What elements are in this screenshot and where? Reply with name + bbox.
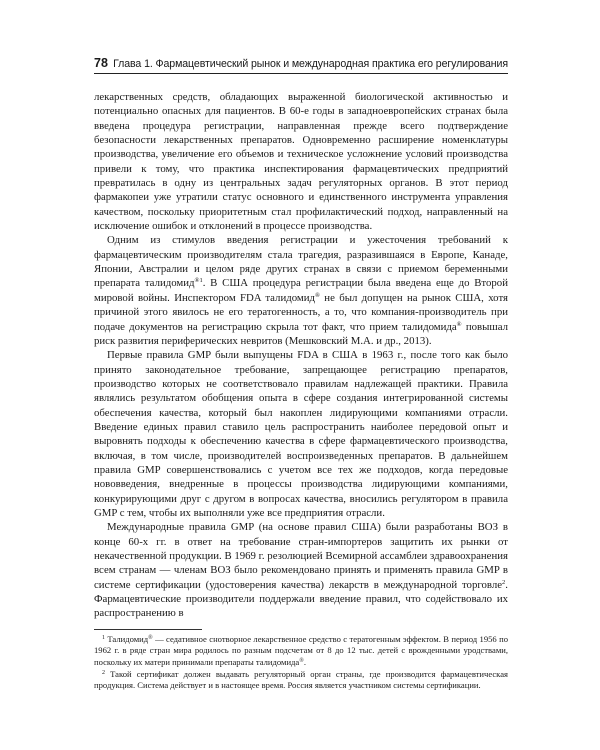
document-page: [94, 56, 508, 692]
registered-mark: ®: [315, 291, 320, 299]
footnote-1-text-c: .: [303, 656, 306, 667]
footnote-2-mark: 2: [102, 669, 105, 676]
paragraph-4: [94, 520, 508, 620]
paragraph-4-text-b: . Фармацевтические производители поддержали введение правил, что содействовало их распространению в: [94, 578, 508, 620]
registered-mark: ®: [148, 634, 153, 641]
paragraph-1: лекарственных средств, обладающих выраженной биологической активностью и потенциально опасных для пациентов. В 60-е годы в западноевропейских странах была введена процедура регистрации, направленная прежде всего подтверждение безопасности лекарственных препаратов. Одновременно расширение номенклатуры производства, увеличение его объемов и техническое усложнение условий производства привели к тому, что практика инспектирования фармацевтических предприятий превратилась в одну из центральных задач регуляторных органов. В этот период фармакопеи уже утратили статус основного и единственного инструмента управления качеством, поскольку приоритетным стал профилактический подход, направленный на исключение ошибок и отклонений в процессе производства.: [94, 91, 508, 233]
paragraph-2-text-c: не был допущен на рынок США, хотя причиной этого явилось не его тератогенность, а то, что компания-производитель при подаче документов на регистрацию скрыла тот факт, что прием талидомида: [94, 291, 508, 333]
page-header: [94, 56, 508, 74]
footnote-ref-1[interactable]: ®1: [194, 277, 203, 285]
paragraph-4-text-a: Международные правила GMP (на основе правил США) были разработаны ВОЗ в конце 60-х гг. в ответ на требование стран-импортеров защитить их рынки от некачественной продукции. В 1969 г. резолюцией Всемирной ассамблеи здравоохранения всем странам — членам ВОЗ было рекомендовано принять и применять правила GMP в системе сертификации (удостоверения качества) лекарств в международной торговле: [94, 521, 508, 591]
paragraph-2: [94, 233, 508, 348]
footnote-1-text-b: — седативное снотворное лекарственное средство с тератогенным эффектом. В период 1956 по 1962 г. в ряде стран мира родилось по разным подсчетам от 8 до 12 тыс. детей с врожденными уродствами, поскольку их матери принимали препараты талидомида: [94, 633, 508, 667]
page-number: 78: [94, 56, 108, 70]
footnote-1: [94, 634, 508, 669]
paragraph-2-text-b: . В США процедура регистрации была введена еще до Второй мировой войны. Инспектором FDA талидомид: [94, 277, 508, 304]
running-head: Глава 1. Фармацевтический рынок и международная практика его регулирования: [113, 58, 508, 70]
footnote-2-text: Такой сертификат должен выдавать регуляторный орган страны, где производится фармацевтическая продукция. Система действует и в настоящее время. Россия является участником системы сертификации.: [94, 668, 508, 691]
footnote-2: [94, 669, 508, 692]
footnotes: [94, 629, 508, 692]
footnote-1-text-a: Талидомид: [105, 633, 149, 644]
body-text: [94, 90, 508, 621]
paragraph-3: Первые правила GMP были выпущены FDA в США в 1963 г., после того как было принято законодательное требование, запрещающее регистрацию препаратов, производство которых не соответствовало правилам надлежащей практики. Правила являлись результатом обобщения опыта в сфере создания интегрированной системы обеспечения качества, который был накоплен лидирующими компаниями отрасли. Введение единых правил ставило цель распространить наиболее передовой опыт и выровнять подходы к обеспечению качества в сфере фармацевтического производства, включая, в том числе, производителей воспроизведенных препаратов. В дальнейшем правила GMP совершенствовались с учетом все тех же подходов, когда передовые нововведения, внедренные в процессы производства лидирующими компаниями, конкурирующими друг с другом в вопросах качества, вносились регулятором в правила GMP с тем, чтобы их выполняли уже все предприятия отрасли.: [94, 349, 508, 519]
footnote-divider: [94, 629, 202, 630]
footnote-1-mark: 1: [102, 634, 105, 641]
registered-mark: ®: [299, 657, 304, 664]
registered-mark: ®: [456, 320, 462, 328]
footnote-ref-2[interactable]: 2: [502, 578, 506, 586]
paragraph-2-text-d: повышал риск развития периферических невритов (Мешковский М.А. и др., 2013).: [94, 320, 508, 347]
paragraph-2-text-a: Одним из стимулов введения регистрации и ужесточения требований к фармацевтическим производителям стала трагедия, разразившаяся в Европе, Канаде, Японии, Австралии и целом ряде других странах в связи с приемом беременными препарата талидомид: [94, 234, 508, 290]
